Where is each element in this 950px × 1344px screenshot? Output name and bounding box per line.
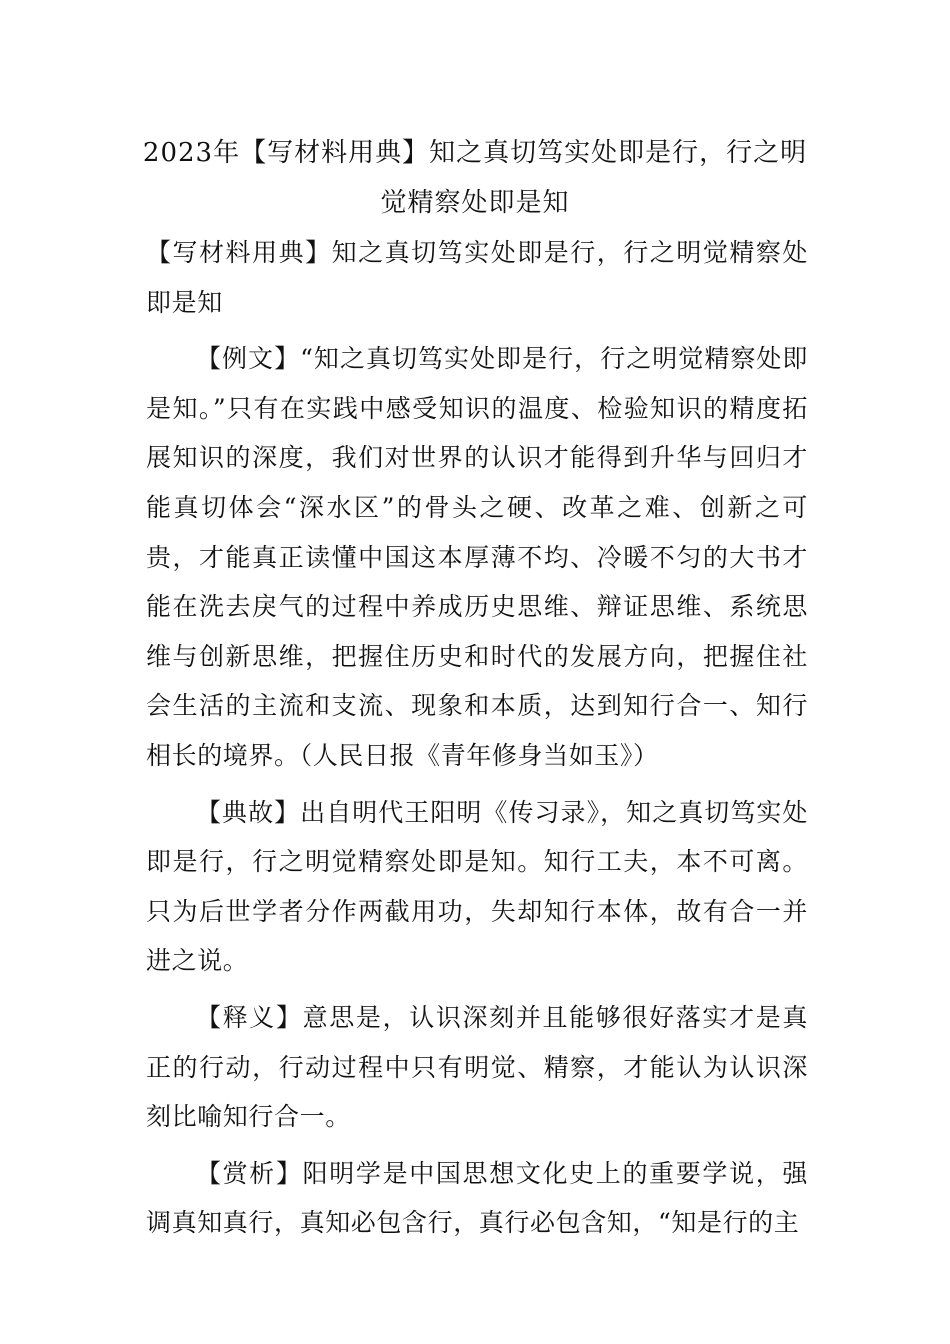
appreciation-paragraph: 【赏析】阳明学是中国思想文化史上的重要学说，强调真知真行，真知必包含行，真行必包含知，“知是行的主 [146,1158,808,1238]
allusion-paragraph: 【典故】出自明代王阳明《传习录》，知之真切笃实处即是行，行之明觉精察处即是知。知行工夫，本不可离。只为后世学者分作两截用功，失却知行本体，故有合一并进之说。 [146,797,808,976]
document-title: 2023年【写材料用典】知之真切笃实处即是行，行之明觉精察处即是知 [142,138,808,218]
subtitle-paragraph: 【写材料用典】知之真切笃实处即是行，行之明觉精察处即是知 [146,238,808,317]
example-paragraph: 【例文】“知之真切笃实处即是行，行之明觉精察处即是知。”只有在实践中感受知识的温度、检验知识的精度拓展知识的深度，我们对世界的认识才能得到升华与回归才能真切体会“深水区”的骨头之硬、改革之难、创新之可贵，才能真正读懂中国这本厚薄不均、冷暖不匀的大书才能在洗去戾气的过程中养成历史思维、辩证思维、系统思维与创新思维，把握住历史和时代的发展方向，把握住社会生活的主流和支流、现象和本质，达到知行合一、知行相长的境界。（人民日报《青年修身当如玉》） [146,344,808,770]
document-body [146,228,808,1255]
meaning-paragraph: 【释义】意思是，认识深刻并且能够很好落实才是真正的行动，行动过程中只有明觉、精察，才能认为认识深刻比喻知行合一。 [146,1002,808,1132]
